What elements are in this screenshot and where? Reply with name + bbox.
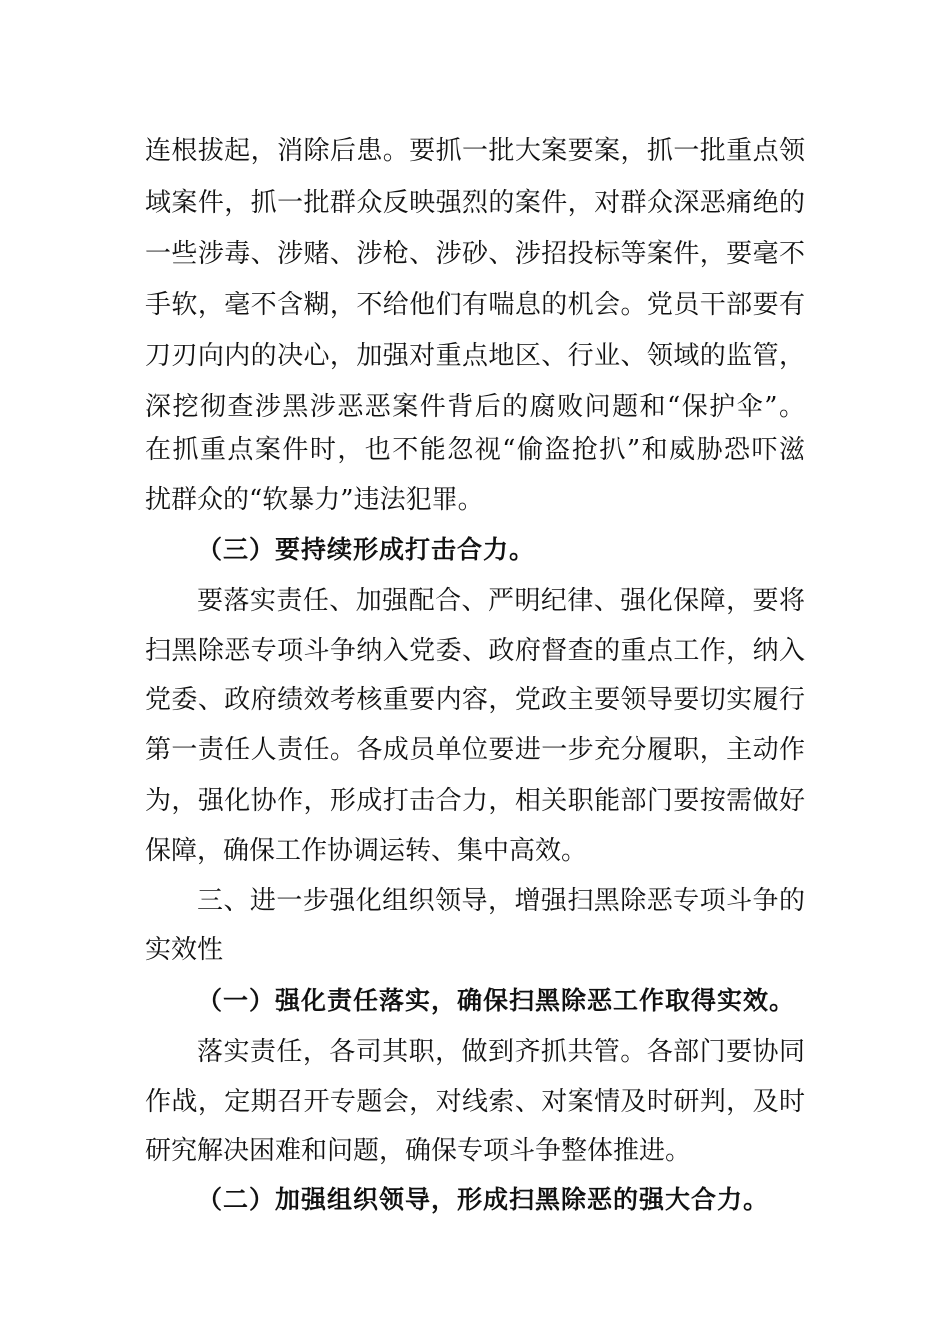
body-text-line: 手软，毫不含糊，不给他们有喘息的机会。党员干部要有 [145, 290, 805, 320]
body-text-line: 落实责任，各司其职，做到齐抓共管。各部门要协同 [197, 1037, 805, 1067]
body-text-line: 深挖彻查涉黑涉恶恶案件背后的腐败问题和“保护伞”。 [145, 392, 805, 422]
body-text-line: 要落实责任、加强配合、严明纪律、强化保障，要将 [197, 586, 805, 616]
body-text-line: 党委、政府绩效考核重要内容，党政主要领导要切实履行 [145, 685, 805, 715]
body-text-line: 扰群众的“软暴力”违法犯罪。 [145, 485, 484, 515]
section-heading: 实效性 [145, 935, 224, 965]
body-text-line: 域案件，抓一批群众反映强烈的案件，对群众深恶痛绝的 [145, 188, 805, 218]
section-heading: 三、进一步强化组织领导，增强扫黑除恶专项斗争的 [197, 886, 805, 916]
body-text-line: 扫黑除恶专项斗争纳入党委、政府督查的重点工作，纳入 [145, 636, 805, 666]
body-text-line: 为，强化协作，形成打击合力，相关职能部门要按需做好 [145, 786, 805, 816]
body-text-line: 连根拔起，消除后患。要抓一批大案要案，抓一批重点领 [145, 136, 805, 166]
body-text-line: 第一责任人责任。各成员单位要进一步充分履职，主动作 [145, 735, 805, 765]
subsection-heading: （三）要持续形成打击合力。 [197, 535, 536, 564]
subsection-heading: （二）加强组织领导，形成扫黑除恶的强大合力。 [197, 1185, 770, 1214]
body-text-line: 作战，定期召开专题会，对线索、对案情及时研判，及时 [145, 1087, 805, 1117]
subsection-heading: （一）强化责任落实，确保扫黑除恶工作取得实效。 [197, 986, 796, 1015]
body-text-line: 在抓重点案件时，也不能忽视“偷盗抢扒”和威胁恐吓滋 [145, 435, 805, 465]
body-text-line: 刀刃向内的决心，加强对重点地区、行业、领域的监管， [145, 341, 805, 371]
body-text-line: 研究解决困难和问题，确保专项斗争整体推进。 [145, 1136, 692, 1166]
body-text-line: 一些涉毒、涉赌、涉枪、涉砂、涉招投标等案件，要毫不 [145, 239, 805, 269]
body-text-line: 保障，确保工作协调运转、集中高效。 [145, 836, 588, 866]
